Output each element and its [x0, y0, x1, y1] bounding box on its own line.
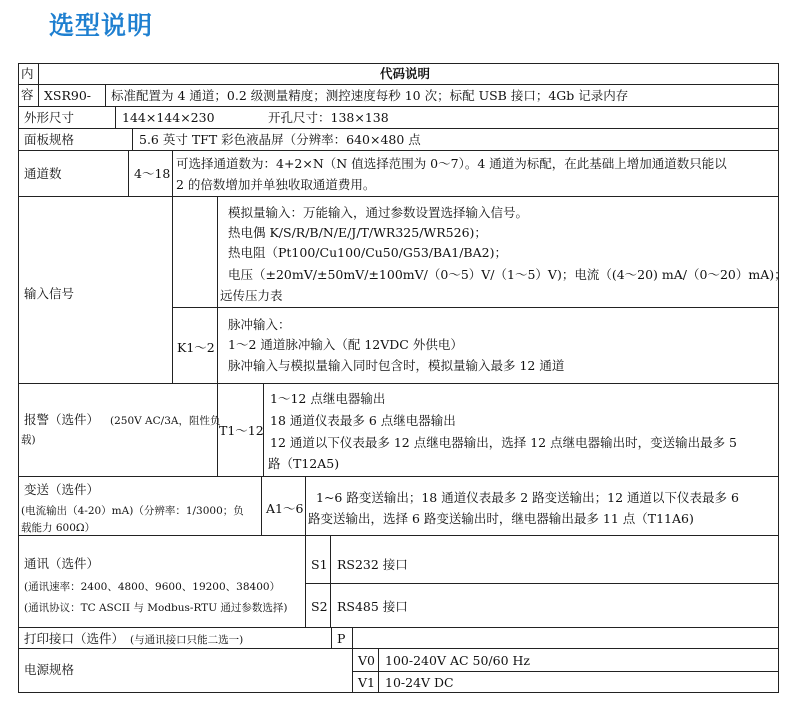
power-v0-code: V0 [358, 653, 375, 668]
analog-input-line2: 热电偶 K/S/R/B/N/E/J/T/WR325/WR526)； [228, 225, 487, 240]
transmit-code: A1～6 [266, 501, 304, 516]
alarm-line2: 18 通道仪表最多 6 点继电器输出 [270, 413, 456, 428]
comm-s2-value: RS485 接口 [337, 599, 408, 614]
analog-input-line1: 模拟量输入：万能输入，通过参数设置选择输入信号。 [228, 205, 529, 220]
channels-desc-line1: 可选择通道数为：4+2×N（N 值选择范围为 0～7）。4 通道为标配，在此基础上增加通道数只能以 [176, 156, 727, 171]
alarm-line3: 12 通道以下仪表最多 12 点继电器输出，选择 12 点继电器输出时，变送输出最多 5 [270, 435, 738, 450]
transmit-note: (电流输出（4-20）mA)（分辨率：1/3000；负 [21, 505, 244, 517]
alarm-line4: 路（T12A5) [268, 456, 340, 471]
pulse-input-line3: 脉冲输入与模拟量输入同时包含时，模拟量输入最多 12 通道 [228, 358, 565, 373]
comm-s2-code: S2 [311, 599, 328, 614]
power-label: 电源规格 [24, 662, 75, 677]
model-description: 标准配置为 4 通道；0.2 级测量精度；测控速度每秒 10 次；标配 USB 接口；4Gb 记录内存 [111, 88, 629, 103]
header-label-bottom: 容 [21, 87, 34, 102]
analog-input-line3: 热电阻（Pt100/Cu100/Cu50/G53/BA1/BA2)； [228, 245, 507, 260]
transmit-label: 变送（选件） [24, 482, 100, 497]
dimensions-value: 144×144×230 [122, 110, 215, 125]
comm-s1-value: RS232 接口 [337, 557, 408, 572]
power-v1-value: 10-24V DC [385, 675, 454, 690]
print-code: P [337, 631, 346, 646]
alarm-line1: 1～12 点继电器输出 [270, 391, 386, 406]
dimensions-label: 外形尺寸 [24, 110, 75, 125]
power-v0-value: 100-240V AC 50/60 Hz [385, 653, 530, 668]
print-note: (与通讯接口只能二选一) [130, 634, 244, 646]
header-label-top: 内 [21, 66, 34, 81]
comm-label: 通讯（选件） [24, 556, 100, 571]
analog-input-line4: 电压（±20mV/±50mV/±100mV/（0～5）V/（1～5）V)；电流（(4～20) mA/（0～20）mA)； [228, 267, 787, 282]
comm-s1-code: S1 [311, 557, 328, 572]
alarm-note-cont: 载) [21, 434, 36, 446]
transmit-line1: 1~6 路变送输出；18 通道仪表最多 2 路变送输出；12 通道以下仪表最多 6 [316, 490, 739, 505]
pulse-code: K1～2 [177, 340, 215, 355]
analog-input-line5: 远传压力表 [220, 288, 283, 303]
panel-label: 面板规格 [24, 132, 75, 147]
panel-value: 5.6 英寸 TFT 彩色液晶屏（分辨率：640×480 点 [139, 132, 421, 147]
pulse-input-line2: 1～2 通道脉冲输入（配 12VDC 外供电） [228, 337, 463, 352]
pulse-input-line1: 脉冲输入： [228, 317, 291, 332]
channels-code: 4～18 [134, 166, 171, 181]
comm-rate-note: (通讯速率：2400、4800、9600、19200、38400） [24, 581, 281, 593]
channels-desc-line2: 2 的倍数增加并单独收取通道费用。 [176, 177, 376, 192]
print-label: 打印接口（选件） [24, 631, 125, 646]
code-description-heading: 代码说明 [380, 66, 431, 81]
transmit-line2: 路变送输出，选择 6 路变送输出时，继电器输出最多 11 点（T11A6) [308, 511, 694, 526]
power-v1-code: V1 [358, 675, 375, 690]
model-code: XSR90- [44, 88, 92, 103]
cutout-size: 开孔尺寸：138×138 [268, 110, 389, 125]
page-title: 选型说明 [49, 11, 154, 40]
input-signal-label: 输入信号 [24, 286, 75, 301]
comm-protocol-note: (通讯协议：TC ASCII 与 Modbus-RTU 通过参数选择) [24, 602, 288, 614]
transmit-note-cont: 载能力 600Ω） [21, 522, 96, 534]
alarm-note: (250V AC/3A，阻性负 [110, 415, 221, 427]
alarm-label: 报警（选件） [24, 412, 100, 427]
alarm-code: T1～12 [219, 423, 264, 438]
channels-label: 通道数 [24, 166, 62, 181]
